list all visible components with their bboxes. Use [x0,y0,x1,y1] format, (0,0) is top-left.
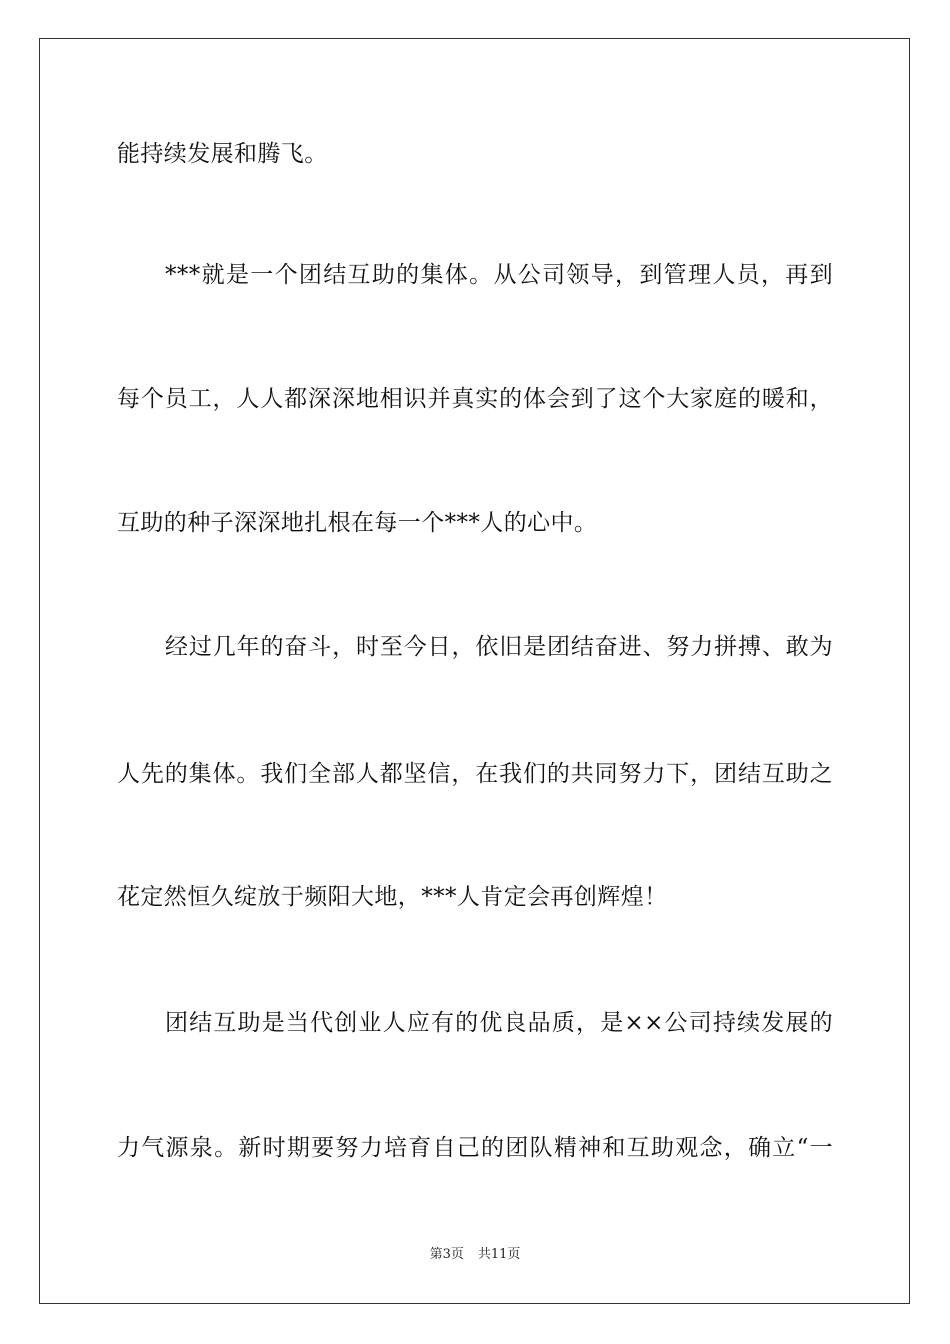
paragraph-line-7: 花定然恒久绽放于频阳大地，***人肯定会再创辉煌！ [117,884,668,910]
paragraph-line-3: 每个员工，人人都深深地相识并真实的体会到了这个大家庭的暖和， [117,386,833,412]
page-footer [0,1247,950,1263]
page-border [39,38,910,1304]
paragraph-line-4: 互助的种子深深地扎根在每一个***人的心中。 [117,510,598,536]
page-total: 共11页 [477,1247,521,1262]
page-number: 第3页 [429,1247,464,1262]
paragraph-line-6: 人先的集体。我们全部人都坚信，在我们的共同努力下，团结互助之 [117,761,833,787]
paragraph-line-1: 能持续发展和腾飞。 [117,141,328,167]
paragraph-line-8: 团结互助是当代创业人应有的优良品质，是××公司持续发展的 [165,1010,833,1036]
paragraph-line-9: 力气源泉。新时期要努力培育自己的团队精神和互助观念，确立“一 [117,1135,833,1161]
paragraph-line-2: ***就是一个团结互助的集体。从公司领导，到管理人员，再到 [165,262,833,288]
paragraph-line-5: 经过几年的奋斗，时至今日，依旧是团结奋进、努力拼搏、敢为 [165,634,833,660]
